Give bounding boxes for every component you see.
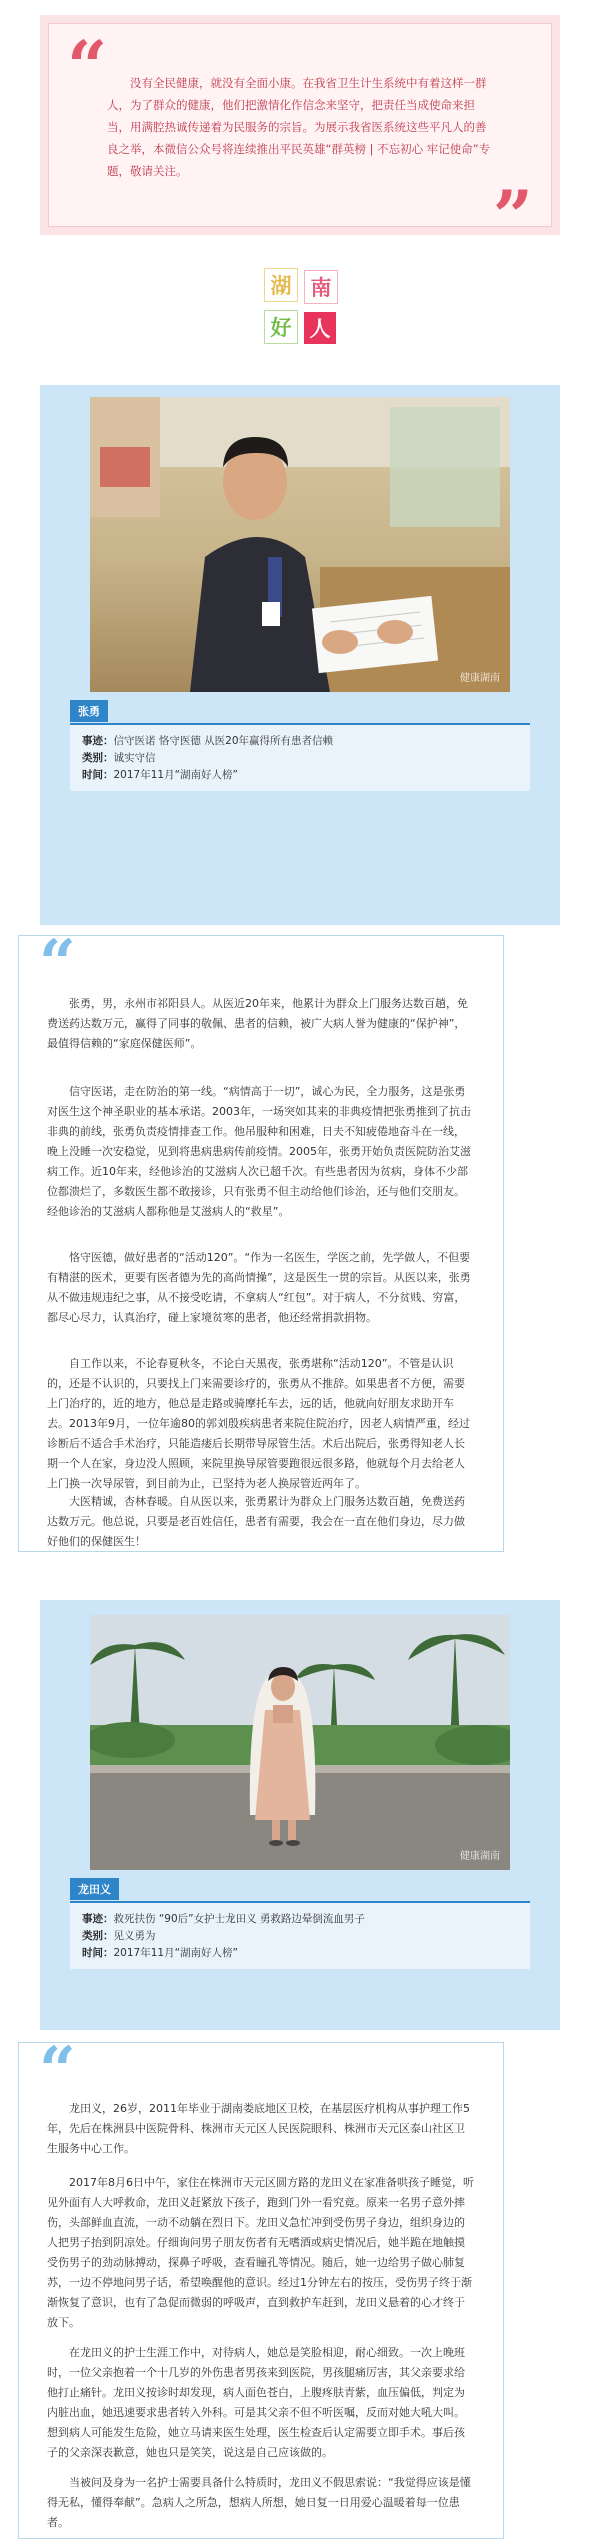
person1-name-tag: 张勇 (70, 700, 108, 722)
office-scene-illustration (90, 397, 510, 692)
person2-category-row (82, 1928, 518, 1945)
person2-category: 见义勇为 (113, 1930, 156, 1942)
category-label: 类别： (82, 1930, 114, 1942)
person1-deeds-row (82, 733, 518, 750)
deeds-label: 事迹： (82, 735, 114, 747)
person2-paragraph-2: 2017年8月6日中午，家住在株洲市天元区圆方路的龙田义在家准备哄孩子睡觉，听见外面有人大呼救命，龙田义赶紧放下孩子，跑到门外一看究竟。原来一名男子意外摔伤，头部鲜血直流，一动不动躺在烈日下。龙田义急忙冲到受伤男子身边，组织身边的人把男子抬到阴凉处。仔细询问男子朋友伤者有无嗜酒或病史情况后，她半跪在地触摸受伤男子的劲动脉搏动，探鼻子呼吸，查看瞳孔等情况。随后，她一边给男子做心肺复苏，一边不停地问男子话，希望唤醒他的意识。经过1分钟左右的按压，受伤男子终于渐渐恢复了意识，也有了急促而微弱的呼吸声，直到救护车赶到，龙田义悬着的心才终于放下。 (47, 2176, 474, 2329)
person2-photo (90, 1615, 510, 1870)
time-label: 时间： (82, 769, 114, 781)
logo-char-2: 南 (304, 270, 338, 304)
person2-paragraph-3: 在龙田义的护士生涯工作中，对待病人，她总是笑脸相迎，耐心细致。一次上晚班时，一位父亲抱着一个十几岁的外伤患者男孩来到医院，男孩腿痛厉害，其父亲要求给他打止痛针。龙田义按诊时却发现，病人面色苍白，上腹疼肤青紫，血压偏低，判定为内脏出血，她迅速要求患者转入外科。可是其父亲不但不听医嘱，反而对她大吼大叫。想到病人可能发生危险，她立马请来医生处理，医生检查后认定需要立即手术。事后孩子的父亲深表歉意，她也只是笑笑，说这是自己应该做的。 (47, 2346, 465, 2459)
person2-section (40, 1600, 560, 2030)
person1-time-row (82, 767, 518, 784)
person1-section (40, 385, 560, 925)
time-label: 时间： (82, 1947, 114, 1959)
person1-paragraph-1: 张勇，男，永州市祁阳县人。从医近20年来，他累计为群众上门服务达数百趟，免费送药达数万元，赢得了同事的敬佩、患者的信赖，被广大病人誉为健康的“保护神”，最值得信赖的“家庭保健医师”。 (47, 997, 468, 1050)
category-label: 类别： (82, 752, 114, 764)
photo-watermark: 健康湖南 (460, 673, 500, 684)
person2-story-card (18, 2033, 504, 2539)
person1-deeds: 信守医诺 恪守医德 从医20年赢得所有患者信赖 (113, 735, 334, 747)
person2-info-box (70, 1901, 530, 1969)
logo-char-1: 湖 (264, 268, 298, 302)
person1-time: 2017年11月“湖南好人榜” (113, 769, 238, 781)
intro-text: 没有全民健康，就没有全面小康。在我省卫生计生系统中有着这样一群人，为了群众的健康，他们把激情化作信念来坚守，把责任当成使命来担当，用满腔热诚传递着为民服务的宗旨。为展示我省医系统这些平凡人的善良之举，本微信公众号将连续推出平民英雄“群英榜 | 不忘初心 牢记使命”专题，敬请关注。 (107, 76, 491, 178)
person1-story-card (18, 926, 504, 1552)
person1-paragraph-2: 信守医诺，走在防治的第一线。“病情高于一切”，诚心为民，全力服务，这是张勇对医生这个神圣职业的基本承诺。2003年，一场突如其来的非典疫情把张勇推到了抗击非典的前线，张勇负责疫情排查工作。他吊服种和困难，日夫不知疲倦地奋斗在一线，晚上没睡一次安稳觉，见到将患病患病传前疫情。2005年，张勇开始负责医院防治艾滋病工作。近10年来，经他诊治的艾滋病人次已超千次。有些患者因为贫病，身体不少部位都溃烂了，多数医生都不敢接诊，只有张勇不但主动给他们诊治，还与他们交朋友。经他诊治的艾滋病人都称他是艾滋病人的“救星”。 (47, 1085, 471, 1218)
person1-category: 诚实守信 (113, 752, 156, 764)
person1-info-box (70, 723, 530, 791)
outdoor-scene-illustration (90, 1615, 510, 1870)
quote-icon: “ (39, 2033, 76, 2108)
person1-photo (90, 397, 510, 692)
intro-card (40, 15, 560, 258)
quote-icon: “ (39, 926, 76, 1001)
person1-paragraph-5: 大医精诚，杏林春暖。自从医以来，张勇累计为群众上门服务达数百趟，免费送药达数万元。他总说，只要是老百姓信任，患者有需要，我会在一直在他们身边，尽力做好他们的保健医生！ (47, 1495, 465, 1548)
person2-paragraph-1: 龙田义，26岁，2011年毕业于湖南娄底地区卫校，在基层医疗机构从事护理工作5年，先后在株洲县中医院骨科、株洲市天元区人民医院眼科、株洲市天元区泰山社区卫生服务中心工作。 (47, 2102, 470, 2155)
hunan-good-people-logo (264, 268, 344, 350)
person1-paragraph-4: 自工作以来，不论春夏秋冬，不论白天黑夜，张勇堪称“活动120”。不管是认识的，还是不认识的，只要找上门来需要诊疗的，张勇从不推辞。如果患者不方便，需要上门治疗的，近的地方，他总是走路或骑摩托车去，远的话，他就向好朋友求助开车去。2013年9月，一位年逾80的郭刘殷疾病患者来院住院治疗，因老人病情严重，经过诊断后不适合手术治疗，只能造瘘后长期带导尿管生活。术后出院后，张勇得知老人长期一个人在家，身边没人照顾，来院里换导尿管要跑很远很多路，他就每个月去给老人上门换一次导尿管，到目前为止，已坚持为老人换尿管近两年了。 (47, 1357, 470, 1490)
intro-card-inner (48, 23, 552, 258)
person2-name-tag: 龙田义 (70, 1878, 119, 1900)
open-quote-icon: “ (67, 25, 108, 108)
person1-category-row (82, 750, 518, 767)
person2-time-row (82, 1945, 518, 1962)
close-quote-icon: ” (492, 175, 533, 258)
person1-paragraph-3: 恪守医德，做好患者的“活动120”。“作为一名医生，学医之前，先学做人，不但要有精湛的医术，更要有医者德为先的高尚情操”，这是医生一贯的宗旨。从医以来，张勇从不做违规违纪之事，从不接受吃请，不拿病人“红包”。对于病人，不分贫贱、穷富，都尽心尽力，认真治疗，碰上家境贫寒的患者，他还经常捐款捐物。 (47, 1251, 471, 1324)
person2-paragraph-4: 当被问及身为一名护士需要具备什么特质时，龙田义不假思索说：“我觉得应该是懂得无私，懂得奉献”。急病人之所急，想病人所想，她日复一日用爱心温暖着每一位患者。 (47, 2476, 471, 2529)
person2-deeds: 救死扶伤 “90后”女护士龙田义 勇救路边晕倒流血男子 (113, 1913, 365, 1925)
deeds-label: 事迹： (82, 1913, 114, 1925)
logo-char-3: 好 (264, 310, 298, 344)
photo-watermark: 健康湖南 (460, 1851, 500, 1862)
person2-deeds-row (82, 1911, 518, 1928)
logo-char-4: 人 (304, 312, 336, 344)
person2-time: 2017年11月“湖南好人榜” (113, 1947, 238, 1959)
